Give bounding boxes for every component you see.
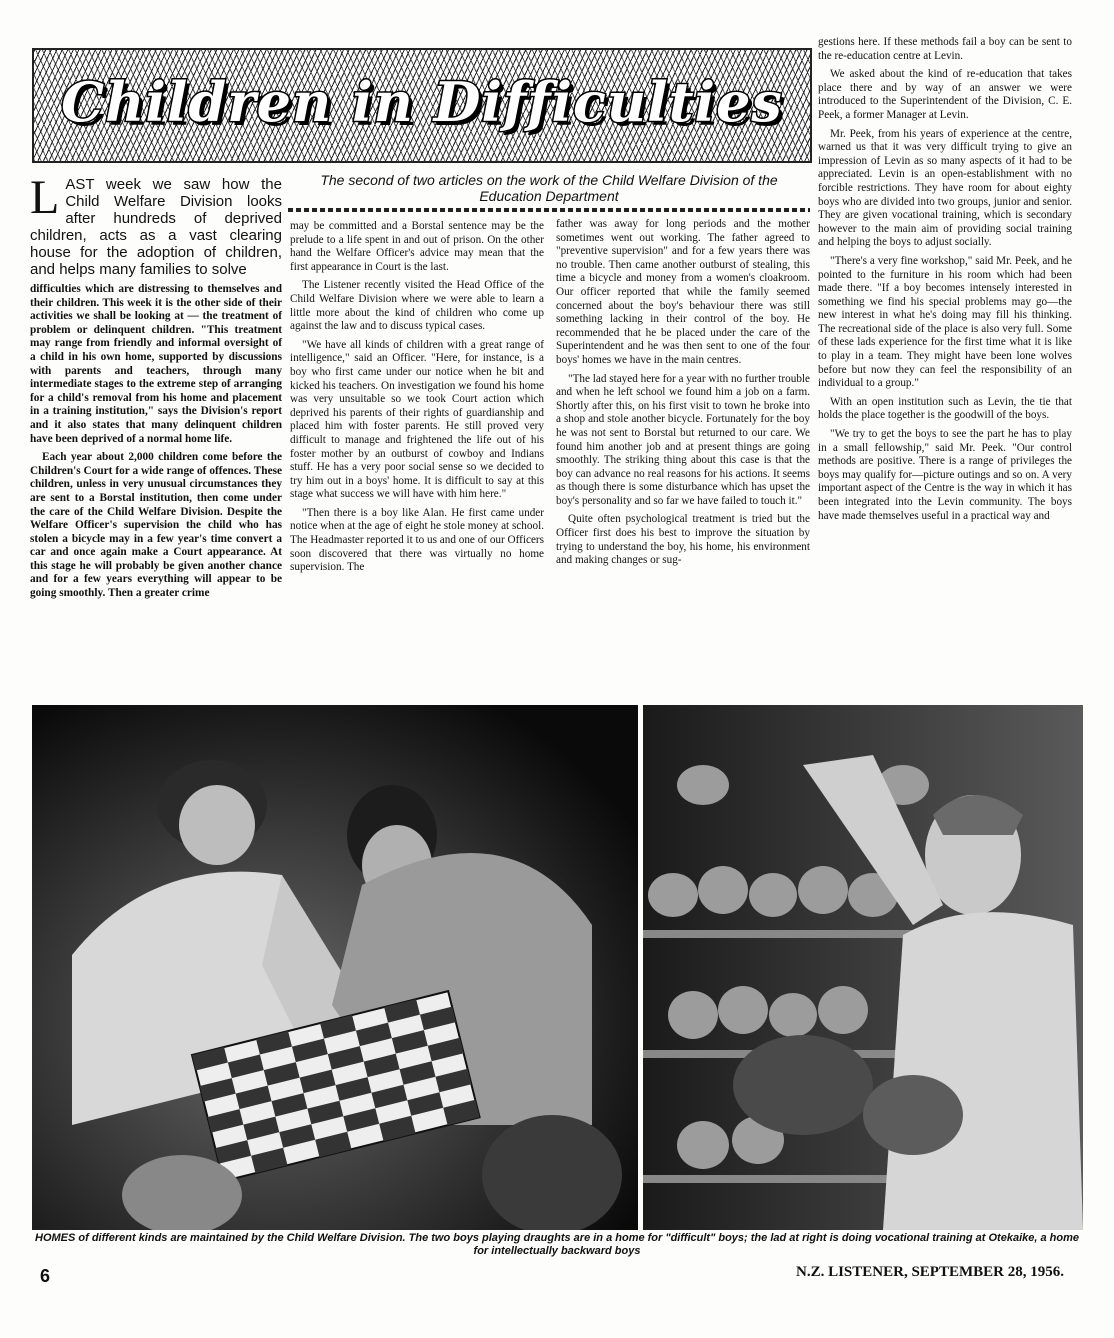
paragraph: Mr. Peek, from his years of experience at the centre, warned us that it was very difficult trying to give an impression of Levin as so many aspects of it had to be appreciated. Levin is an open-establishment with no forcible restrictions. They have room for about eighty boys who are divided into two groups, junior and senior. They are given vocational training, which is secondary however to the main aim of providing social training and helping the boys to adjust socially. bbox=[818, 127, 1072, 249]
paragraph: may be committed and a Borstal sentence may be the prelude to a life spent in and out of prison. On the other hand the Welfare Officer's advice may mean that the first appearance in Court is the last. bbox=[290, 220, 544, 273]
paragraph: difficulties which are distressing to themselves and their children. This week it is the other side of their activities we shall be looking at — the treatment of problem or delinquent children. "This treatment may range from friendly and informal oversight of a child in his own home, supported by discussions with parents and teachers, through many intermediate stages to the extreme step of arranging for a child's removal from his home and placement in a training institution," says the Division's report and it also states that many delinquent children have been deprived of a normal home life. bbox=[30, 283, 282, 445]
article-subtitle: The second of two articles on the work of the Child Welfare Division of the Education Department bbox=[320, 172, 778, 204]
paragraph: gestions here. If these methods fail a boy can be sent to the re-education centre at Levin. bbox=[818, 36, 1072, 62]
drop-cap: L bbox=[30, 171, 60, 224]
photo-draughts bbox=[32, 705, 638, 1230]
decorative-rule bbox=[288, 208, 810, 212]
workshop-photo-illustration bbox=[643, 705, 1083, 1230]
page-number: 6 bbox=[40, 1266, 51, 1286]
paragraph: "The lad stayed here for a year with no further trouble and when he left school we found him a job on a farm. Shortly after this, on his first visit to town he broke into a shop and stole another bicycle. Fortunately for the boy he was not sent to Borstal but returned to our care. We found him another job and at present things are going smoothly. The striking thing about this case is that the boy can advance no real reasons for his actions. It seems as though there is some disturbance which has upset the boy's personality and so far we have failed to touch it." bbox=[556, 372, 810, 507]
draughts-photo-illustration bbox=[32, 705, 638, 1230]
paragraph: father was away for long periods and the mother sometimes went out working. The father agreed to "preventive supervision" and for a few years there was no trouble. Then came another outburst of stealing, this time a bicycle and money from a women's cloakroom. Our officer reported that while the family seemed concerned about the boy's behaviour there was still something lacking in their control of the boy. He recommended that he be placed under the care of the Superintendent and he was then sent to one of the four boys' homes we have in the main centres. bbox=[556, 218, 810, 366]
paragraph: The Listener recently visited the Head Office of the Child Welfare Division where we were able to learn a little more about the kind of children who come up against the law and to discuss typical cases. bbox=[290, 279, 544, 333]
publication-footer: N.Z. LISTENER, SEPTEMBER 28, 1956. bbox=[796, 1264, 1064, 1280]
paragraph: Each year about 2,000 children come before the Children's Court for a wide range of offences. These children, unless in very unusual circumstances they are sent to a Borstal institution, then come under the care of the Child Welfare Division. Despite the Welfare Officer's supervision the child who has stolen a bicycle may in a few year's time convert a car and once again make a Court appearance. At this stage he will probably be given another chance and for a few years everything will appear to be going smoothly. Then a greater crime bbox=[30, 451, 282, 600]
paragraph: With an open institution such as Levin, the tie that holds the place together is the goodwill of the boys. bbox=[818, 395, 1072, 422]
photo-caption: HOMES of different kinds are maintained by the Child Welfare Division. The two boys playing draughts are in a home for "difficult" boys; the lad at right is doing vocational training at Otekaike, a home for intellectually backward boys bbox=[35, 1232, 1079, 1257]
lead-paragraph bbox=[30, 171, 282, 278]
title-banner bbox=[32, 48, 812, 163]
article-column-4 bbox=[818, 36, 1072, 528]
page-title: Children in Difficulties bbox=[61, 70, 783, 134]
paragraph: Quite often psychological treatment is tried but the Officer first does his best to improve the situation by trying to understand the boy, his home, his environment and making changes or sug- bbox=[556, 513, 810, 567]
paragraph: "We have all kinds of children with a great range of intelligence," said an Officer. "Here, for instance, is a boy who first came under our notice when he bit and kicked his teachers. On investigation we found his home was very unsuitable so we took Court action which deprived his parents of their rights of guardianship and placed him with foster parents. He still proved very difficult to manage and frightened the life out of his foster mother by an outburst of cowboy and Indians stuff. He has a very poor social sense so we decided to try him out in a boys' home. It is difficult to say at this stage what success we will have with him here." bbox=[290, 338, 544, 501]
article-column-3 bbox=[556, 218, 810, 573]
photo-workshop bbox=[643, 705, 1083, 1230]
paragraph: We asked about the kind of re-education that takes place there and by way of an answer we were introduced to the Superintendent of the Division, C. E. Peek, a former Manager at Levin. bbox=[818, 68, 1072, 121]
article-column-2 bbox=[290, 220, 544, 580]
paragraph: "There's a very fine workshop," said Mr. Peek, and he pointed to the furniture in his room which had been made there. "If a boy becomes intensely interested in something we find his special problems may go—the new interest in what he's doing may fill his thinking. The recreational side of the place is also very full. Some of these lads experience for the first time what it is like to play in a team. They might have been lone wolves before but now they can feel the responsibility of an individual to a group." bbox=[818, 254, 1072, 390]
paragraph: "We try to get the boys to see the part he has to play in a small fellowship," said Mr. Peek. "Our control methods are positive. There is a range of privileges the boys may qualify for—picture outings and so on. A very important aspect of the Centre is the way in which it has been integrated into the Levin community. The boys have made themselves useful in a practical way and bbox=[818, 428, 1072, 522]
lead-text: AST week we saw how the Child Welfare Division looks after hundreds of deprived children, acts as a vast clearing house for the adoption of children, and helps many families to solve bbox=[30, 176, 282, 278]
article-column-1 bbox=[30, 171, 282, 606]
paragraph: "Then there is a boy like Alan. He first came under notice when at the age of eight he stole money at school. The Headmaster reported it to us and one of our Officers soon discovered that there was virtually no home supervision. The bbox=[290, 506, 544, 574]
